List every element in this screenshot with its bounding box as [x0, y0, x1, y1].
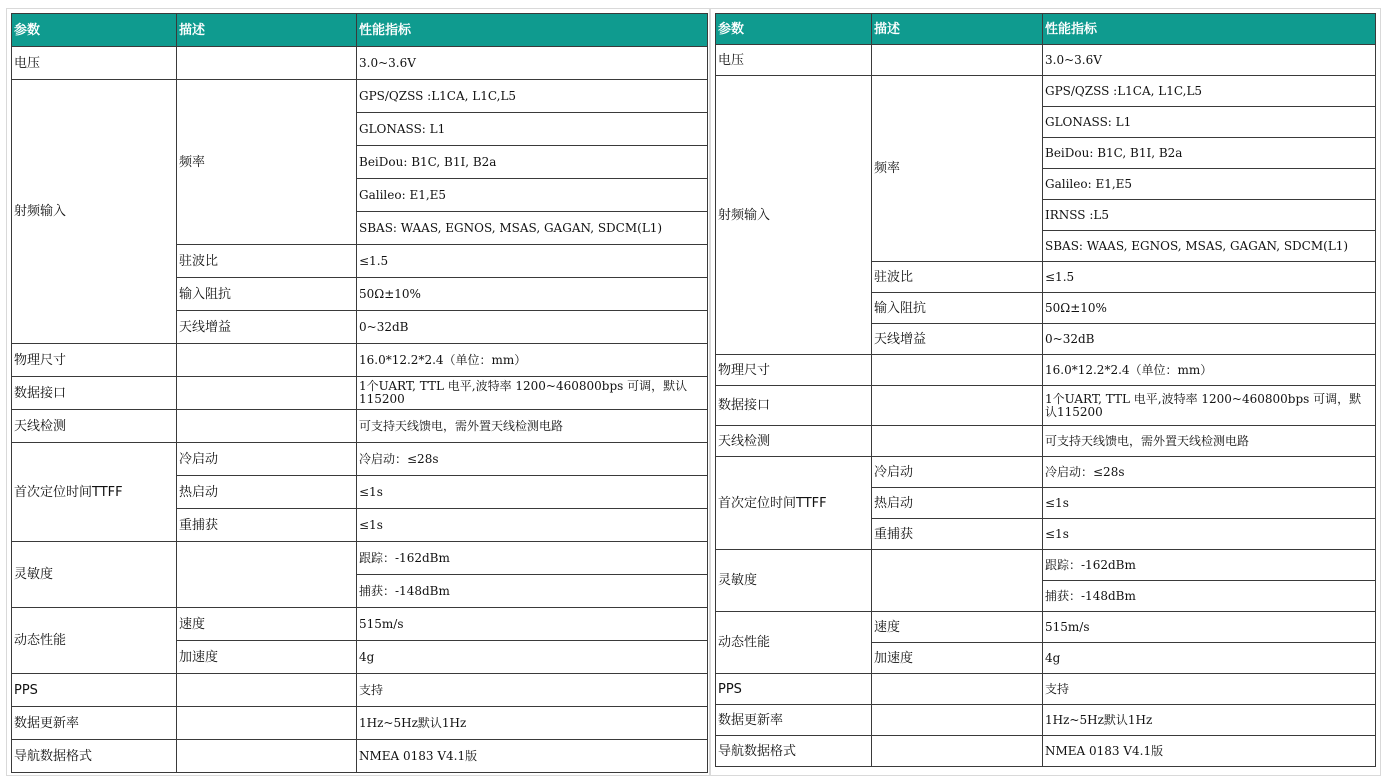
- value-reacquisition: ≤1s: [357, 509, 708, 542]
- desc-speed: 速度: [177, 608, 357, 641]
- desc-hot-start: 热启动: [872, 488, 1043, 519]
- header-param: 参数: [716, 14, 872, 45]
- value-vswr: ≤1.5: [357, 245, 708, 278]
- table-row: [12, 608, 708, 641]
- param-pps: PPS: [12, 674, 177, 707]
- table-row: [716, 355, 1376, 386]
- value-hot-start: ≤1s: [1043, 488, 1376, 519]
- value-acquisition: 捕获：-148dBm: [357, 575, 708, 608]
- param-update-rate: 数据更新率: [12, 707, 177, 740]
- table-row: [12, 740, 708, 773]
- table-row: [716, 426, 1376, 457]
- value-antenna-detect: 可支持天线馈电，需外置天线检测电路: [357, 410, 708, 443]
- value-pps: 支持: [1043, 674, 1376, 705]
- param-antenna-detect: 天线检测: [716, 426, 872, 457]
- value-pps: 支持: [357, 674, 708, 707]
- desc-acceleration: 加速度: [872, 643, 1043, 674]
- value-voltage: 3.0~3.6V: [1043, 45, 1376, 76]
- param-pps: PPS: [716, 674, 872, 705]
- desc-voltage: [872, 45, 1043, 76]
- value-cold-start: 冷启动：≤28s: [357, 443, 708, 476]
- value-acquisition: 捕获：-148dBm: [1043, 581, 1376, 612]
- left-spec-table: [11, 13, 708, 773]
- value-update-rate: 1Hz~5Hz默认1Hz: [1043, 705, 1376, 736]
- param-update-rate: 数据更新率: [716, 705, 872, 736]
- value-voltage: 3.0~3.6V: [357, 47, 708, 80]
- value-freq-sbas: SBAS: WAAS, EGNOS, MSAS, GAGAN, SDCM(L1): [357, 212, 708, 245]
- param-interface: 数据接口: [716, 386, 872, 426]
- desc-frequency: 频率: [177, 80, 357, 245]
- desc-update-rate: [872, 705, 1043, 736]
- table-row: [716, 550, 1376, 581]
- desc-impedance: 输入阻抗: [872, 293, 1043, 324]
- table-row: [716, 612, 1376, 643]
- desc-antenna-gain: 天线增益: [872, 324, 1043, 355]
- desc-antenna-detect: [872, 426, 1043, 457]
- table-row: [12, 542, 708, 575]
- desc-impedance: 输入阻抗: [177, 278, 357, 311]
- param-ttff: 首次定位时间TTFF: [716, 457, 872, 550]
- table-row: [12, 707, 708, 740]
- value-freq-galileo: Galileo: E1,E5: [357, 179, 708, 212]
- value-tracking: 跟踪：-162dBm: [1043, 550, 1376, 581]
- value-antenna-gain: 0~32dB: [1043, 324, 1376, 355]
- table-row: [716, 457, 1376, 488]
- desc-vswr: 驻波比: [177, 245, 357, 278]
- value-speed: 515m/s: [357, 608, 708, 641]
- table-row: [716, 76, 1376, 107]
- desc-pps: [177, 674, 357, 707]
- header-param: 参数: [12, 14, 177, 47]
- desc-sensitivity: [872, 550, 1043, 612]
- value-antenna-detect: 可支持天线馈电，需外置天线检测电路: [1043, 426, 1376, 457]
- desc-frequency: 频率: [872, 76, 1043, 262]
- desc-voltage: [177, 47, 357, 80]
- desc-nav-format: [177, 740, 357, 773]
- header-desc: 描述: [872, 14, 1043, 45]
- table-row: [12, 344, 708, 377]
- value-vswr: ≤1.5: [1043, 262, 1376, 293]
- table-row: [716, 705, 1376, 736]
- table-row: [716, 45, 1376, 76]
- param-size: 物理尺寸: [12, 344, 177, 377]
- value-freq-irnss: IRNSS :L5: [1043, 200, 1376, 231]
- value-antenna-gain: 0~32dB: [357, 311, 708, 344]
- value-speed: 515m/s: [1043, 612, 1376, 643]
- desc-reacquisition: 重捕获: [177, 509, 357, 542]
- value-freq-beidou: BeiDou: B1C, B1I, B2a: [357, 146, 708, 179]
- table-row: [12, 80, 708, 113]
- table-row: [12, 443, 708, 476]
- desc-vswr: 驻波比: [872, 262, 1043, 293]
- desc-pps: [872, 674, 1043, 705]
- table-header-row: [716, 14, 1376, 45]
- value-cold-start: 冷启动：≤28s: [1043, 457, 1376, 488]
- value-freq-beidou: BeiDou: B1C, B1I, B2a: [1043, 138, 1376, 169]
- param-nav-format: 导航数据格式: [12, 740, 177, 773]
- value-hot-start: ≤1s: [357, 476, 708, 509]
- table-row: [716, 386, 1376, 426]
- value-size: 16.0*12.2*2.4（单位：mm）: [357, 344, 708, 377]
- header-spec: 性能指标: [357, 14, 708, 47]
- table-header-row: [12, 14, 708, 47]
- desc-size: [177, 344, 357, 377]
- desc-antenna-gain: 天线增益: [177, 311, 357, 344]
- value-acceleration: 4g: [357, 641, 708, 674]
- desc-cold-start: 冷启动: [872, 457, 1043, 488]
- desc-update-rate: [177, 707, 357, 740]
- value-freq-glonass: GLONASS: L1: [1043, 107, 1376, 138]
- desc-antenna-detect: [177, 410, 357, 443]
- value-freq-gps: GPS/QZSS :L1CA, L1C,L5: [357, 80, 708, 113]
- right-spec-table: [715, 13, 1376, 767]
- value-freq-galileo: Galileo: E1,E5: [1043, 169, 1376, 200]
- table-row: [12, 47, 708, 80]
- param-antenna-detect: 天线检测: [12, 410, 177, 443]
- desc-acceleration: 加速度: [177, 641, 357, 674]
- value-acceleration: 4g: [1043, 643, 1376, 674]
- value-nav-format: NMEA 0183 V4.1版: [1043, 736, 1376, 767]
- desc-hot-start: 热启动: [177, 476, 357, 509]
- desc-sensitivity: [177, 542, 357, 608]
- value-nav-format: NMEA 0183 V4.1版: [357, 740, 708, 773]
- value-interface: 1个UART, TTL 电平,波特率 1200~460800bps 可调，默认115200: [1043, 386, 1376, 426]
- desc-speed: 速度: [872, 612, 1043, 643]
- value-impedance: 50Ω±10%: [1043, 293, 1376, 324]
- table-row: [716, 674, 1376, 705]
- param-voltage: 电压: [716, 45, 872, 76]
- header-desc: 描述: [177, 14, 357, 47]
- value-interface: 1个UART, TTL 电平,波特率 1200~460800bps 可调，默认115200: [357, 377, 708, 410]
- param-size: 物理尺寸: [716, 355, 872, 386]
- value-tracking: 跟踪：-162dBm: [357, 542, 708, 575]
- desc-size: [872, 355, 1043, 386]
- param-nav-format: 导航数据格式: [716, 736, 872, 767]
- value-freq-gps: GPS/QZSS :L1CA, L1C,L5: [1043, 76, 1376, 107]
- value-reacquisition: ≤1s: [1043, 519, 1376, 550]
- param-ttff: 首次定位时间TTFF: [12, 443, 177, 542]
- param-sensitivity: 灵敏度: [12, 542, 177, 608]
- param-voltage: 电压: [12, 47, 177, 80]
- value-impedance: 50Ω±10%: [357, 278, 708, 311]
- table-row: [716, 736, 1376, 767]
- desc-interface: [177, 377, 357, 410]
- desc-nav-format: [872, 736, 1043, 767]
- table-row: [12, 377, 708, 410]
- desc-cold-start: 冷启动: [177, 443, 357, 476]
- param-dynamic: 动态性能: [716, 612, 872, 674]
- value-freq-glonass: GLONASS: L1: [357, 113, 708, 146]
- param-dynamic: 动态性能: [12, 608, 177, 674]
- param-sensitivity: 灵敏度: [716, 550, 872, 612]
- value-size: 16.0*12.2*2.4（单位：mm）: [1043, 355, 1376, 386]
- header-spec: 性能指标: [1043, 14, 1376, 45]
- table-row: [12, 674, 708, 707]
- param-rf-input: 射频输入: [716, 76, 872, 355]
- table-row: [12, 410, 708, 443]
- desc-interface: [872, 386, 1043, 426]
- param-rf-input: 射频输入: [12, 80, 177, 344]
- value-freq-sbas: SBAS: WAAS, EGNOS, MSAS, GAGAN, SDCM(L1): [1043, 231, 1376, 262]
- desc-reacquisition: 重捕获: [872, 519, 1043, 550]
- param-interface: 数据接口: [12, 377, 177, 410]
- value-update-rate: 1Hz~5Hz默认1Hz: [357, 707, 708, 740]
